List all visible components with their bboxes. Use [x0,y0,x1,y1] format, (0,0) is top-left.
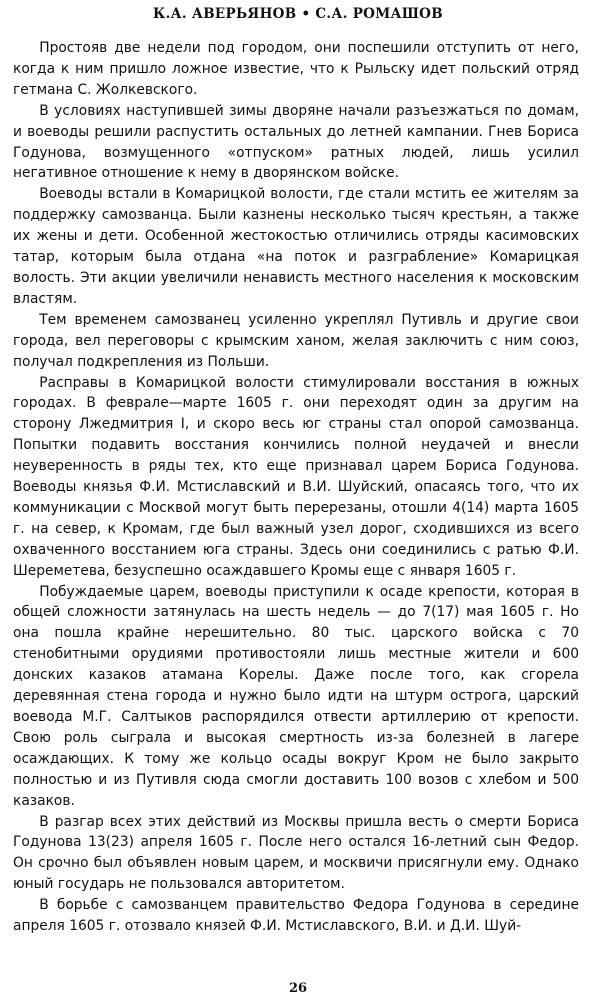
paragraph-2: В условиях наступившей зимы дворяне начали разъезжаться по домам, и воеводы решили распустить остальных до летней кампании. Гнев Бориса Годунова, возмущенного «отпуском» ратных людей, лишь усилил негативное отношение к нему в дворянском войске. [13,102,579,182]
paragraph-3: Воеводы встали в Комарицкой волости, где стали мстить ее жителям за поддержку самозванца. Были казнены несколько тысяч крестьян, а также их жены и дети. Особенной жестокостью отличились отряды касимовских татар, которым была отдана «на поток и разграбление» Комарицкая волость. Эти акции увеличили ненависть местного населения к московским властям. [13,186,579,307]
paragraph-5: Расправы в Комарицкой волости стимулировали восстания в южных городах. В феврале—марте 1605 г. они переходят один за другим на сторону Лжедмитрия I, и скоро весь юг страны стал опорой самозванца. Попытки подавить восстания кончились полной неудачей и внесли неуверенность в ряды тех, кто еще признавал царем Бориса Годунова. Воеводы князья Ф.И. Мстиславский и В.И. Шуйский, опасаясь того, что их коммуникации с Москвой могут быть перерезаны, отошли 4(14) марта 1605 г. на север, к Кромам, где был важный узел дорог, сходившихся из всего охваченного восстанием юга страны. Здесь они соединились с ратью Ф.И. Шереметева, безуспешно осаждавшего Кромы еще с января 1605 г. [13,374,579,579]
paragraph-8: В борьбе с самозванцем правительство Федора Годунова в середине апреля 1605 г. отозвало князей Ф.И. Мстиславского, В.И. и Д.И. Шуй- [13,897,579,935]
paragraph-6: Побуждаемые царем, воеводы приступили к осаде крепости, которая в общей сложности затянулась на шесть недель — до 7(17) мая 1605 г. Но она пошла крайне нерешительно. 80 тыс. царского войска с 70 стенобитными орудиями противостояли лишь местные жители и 600 донских казаков атамана Корелы. Даже после того, как сгорела деревянная стена города и нужно было идти на штурм острога, царский воевода М.Г. Салтыков распорядился отвести артиллерию от крепости. Свою роль сыграла и высокая смертность из-за болезней в лагере осаждающих. К тому же кольцо осады вокруг Кром не было закрыто полностью и из Путивля сюда смогли доставить 100 возов с хлебом и 500 казаков. [13,583,579,809]
paragraph-7: В разгар всех этих действий из Москвы пришла весть о смерти Бориса Годунова 13(23) апреля 1605 г. После него остался 16-летний сын Федор. Он срочно был объявлен новым царем, и москвичи присягнули ему. Однако юный государь не пользовался авторитетом. [13,813,579,893]
main-text [13,38,579,937]
paragraph-4: Тем временем самозванец усиленно укреплял Путивль и другие свои города, вел переговоры с крымским ханом, желая заключить с ним союз, получал подкрепления из Польши. [13,311,579,370]
paragraph-1: Простояв две недели под городом, они поспешили отступить от него, когда к ним пришло ложное известие, что к Рыльску идет польский отряд гетмана С. Жолкевского. [13,40,579,98]
page-number: 26 [288,981,308,996]
running-header: К.А. АВЕРЬЯНОВ • С.А. РОМАШОВ [153,6,443,22]
